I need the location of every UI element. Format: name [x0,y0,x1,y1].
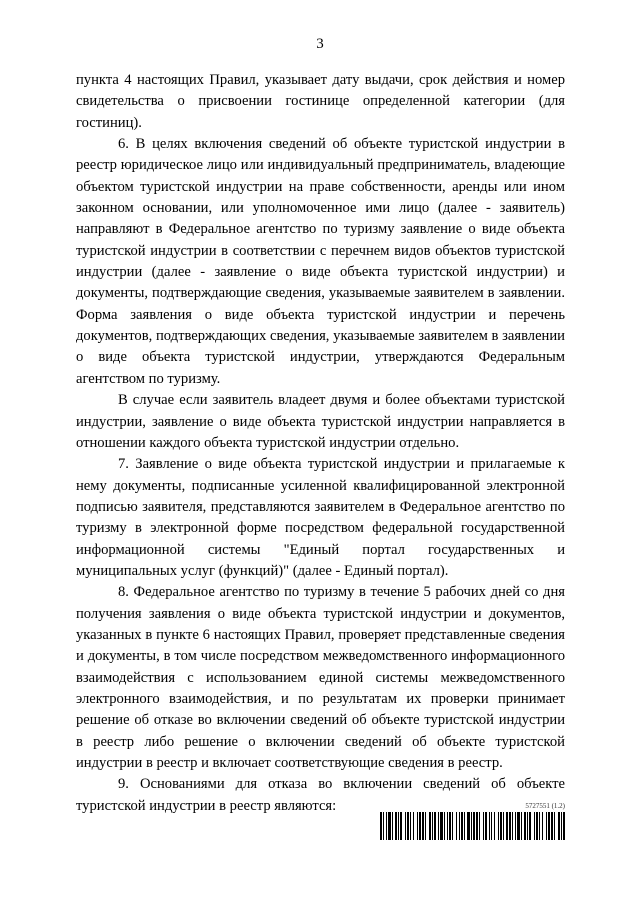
barcode-icon [380,812,565,840]
paragraph-item-7: 7. Заявление о виде объекта туристской индустрии и прилагаемые к нему документы, подписанные усиленной квалифицированной электронной подписью заявителя, представляются заявителем в Федеральное агентство по туризму в электронной форме посредством федеральной государственной информационной системы "Единый портал государственных и муниципальных услуг (функций)" (далее - Единый портал). [76,456,565,579]
paragraph-item-6: 6. В целях включения сведений об объекте туристской индустрии в реестр юридическое лицо или индивидуальный предприниматель, владеющие объектом туристской индустрии на праве собственности, аренды или ином законном основании, или уполномоченное ими лицо (далее - заявитель) направляют в Федеральное агентство по туризму заявление о виде объекта туристской индустрии в соответствии с перечнем видов объектов туристской индустрии (далее - заявление о виде объекта туристской индустрии) и документы, подтверждающие сведения, указываемые заявителем в заявлении. Форма заявления о виде объекта туристской индустрии и перечень документов, подтверждающих сведения, указываемые заявителем в заявлении о виде объекта туристской индустрии, утверждаются Федеральным агентством по туризму. [76,136,565,387]
paragraph-item-6-note: В случае если заявитель владеет двумя и более объектами туристской индустрии, заявление о виде объекта туристской индустрии направляется в отношении каждого объекта туристской индустрии отдельно. [76,392,565,451]
paragraph-item-9: 9. Основаниями для отказа во включении сведений об объекте туристской индустрии в реестр являются: [76,776,565,814]
document-code: 5727551 (1.2) [525,802,565,810]
paragraph-item-8: 8. Федеральное агентство по туризму в течение 5 рабочих дней со дня получения заявления о виде объекта туристской индустрии и документов, указанных в пункте 6 настоящих Правил, проверяет представленные сведения и документы, в том числе посредством межведомственного информационного взаимодействия с использованием единой системы межведомственного электронного взаимодействия, и по результатам их проверки принимает решение об отказе во включении сведений об объекте туристской индустрии в реестр либо решение о включении сведений об объекте туристской индустрии в реестр и включает соответствующие сведения в реестр. [76,584,565,771]
page-number: 3 [316,36,324,52]
document-body [76,70,565,817]
paragraph-continuation: пункта 4 настоящих Правил, указывает дату выдачи, срок действия и номер свидетельства о присвоении гостинице определенной категории (для гостиниц). [76,72,565,131]
